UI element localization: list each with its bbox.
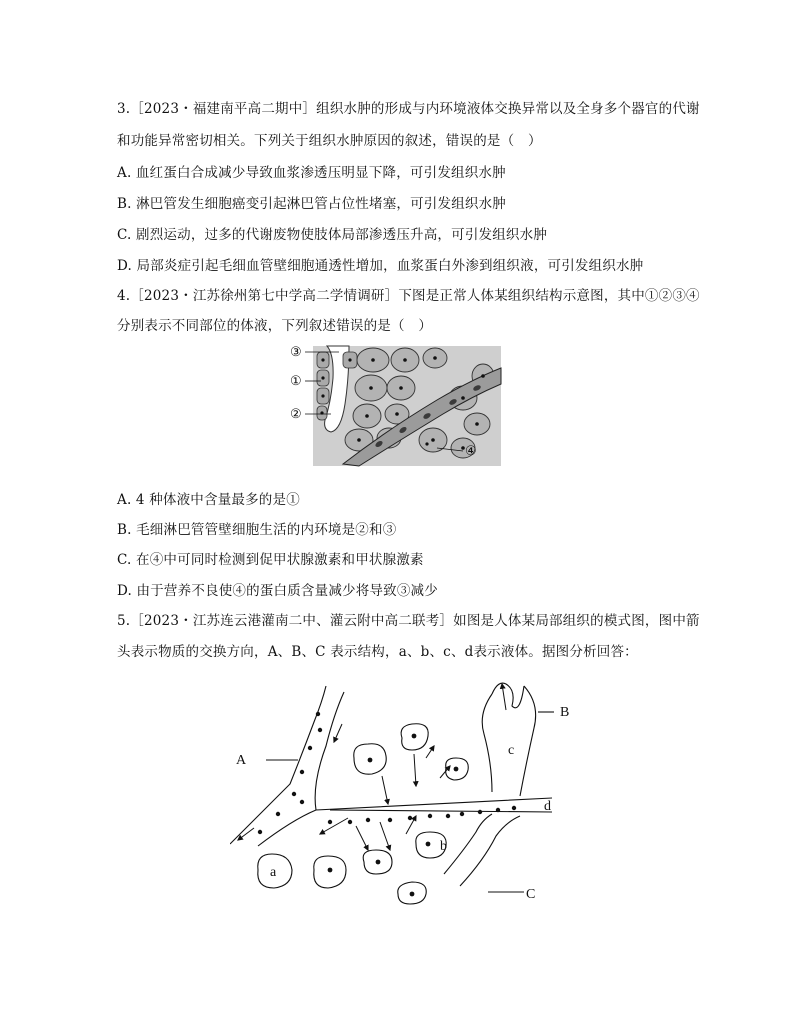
q5-stem-line1: 5.［2023・江苏连云港灌南二中、灌云附中高二联考］如图是人体某局部组织的模式图，图中箭 (117, 613, 700, 629)
fig2-label-B: B (560, 705, 570, 720)
q3-option-c: C. 剧烈运动，过多的代谢废物使肢体局部渗透压升高，可引发组织水肿 (117, 227, 548, 243)
fig2-label-a: a (270, 865, 277, 880)
local-tissue-model-figure (230, 674, 575, 912)
fig2-label-A: A (236, 753, 247, 768)
q3-stem-line1: 3.［2023・福建南平高二期中］组织水肿的形成与内环境液体交换异常以及全身多个器官的代谢 (117, 101, 700, 117)
q4-option-b: B. 毛细淋巴管管壁细胞生活的内环境是②和③ (117, 522, 397, 538)
fig1-label-1: ① (290, 373, 302, 388)
fig1-label-4: ④ (465, 443, 477, 458)
q4-stem-line2: 分别表示不同部位的体液，下列叙述错误的是（ ） (117, 318, 433, 334)
q4-option-a: A. 4 种体液中含量最多的是① (117, 492, 300, 508)
fig2-label-b: b (440, 839, 447, 854)
fig2-label-c: c (508, 743, 515, 758)
q3-option-b: B. 淋巴管发生细胞癌变引起淋巴管占位性堵塞，可引发组织水肿 (117, 196, 507, 212)
fig2-label-d: d (544, 799, 551, 814)
q4-stem-line1: 4.［2023・江苏徐州第七中学高二学情调研］下图是正常人体某组织结构示意图，其中①②③④ (117, 288, 700, 304)
tissue-structure-figure (287, 344, 503, 468)
fig1-label-2: ② (290, 406, 302, 421)
q4-option-c: C. 在④中可同时检测到促甲状腺激素和甲状腺激素 (117, 552, 424, 568)
q5-stem-line2: 头表示物质的交换方向，A、B、C 表示结构，a、b、c、d表示液体。据图分析回答： (117, 644, 638, 660)
fig1-label-3: ③ (290, 344, 302, 359)
q3-option-a: A. 血红蛋白合成减少导致血浆渗透压明显下降，可引发组织水肿 (117, 165, 506, 181)
q3-stem-line2: 和功能异常密切相关。下列关于组织水肿原因的叙述，错误的是（ ） (117, 133, 542, 149)
q3-option-d: D. 局部炎症引起毛细血管壁细胞通透性增加，血浆蛋白外渗到组织液，可引发组织水肿 (117, 258, 644, 274)
fig2-label-C: C (526, 887, 536, 902)
q4-option-d: D. 由于营养不良使④的蛋白质含量减少将导致③减少 (117, 583, 438, 599)
